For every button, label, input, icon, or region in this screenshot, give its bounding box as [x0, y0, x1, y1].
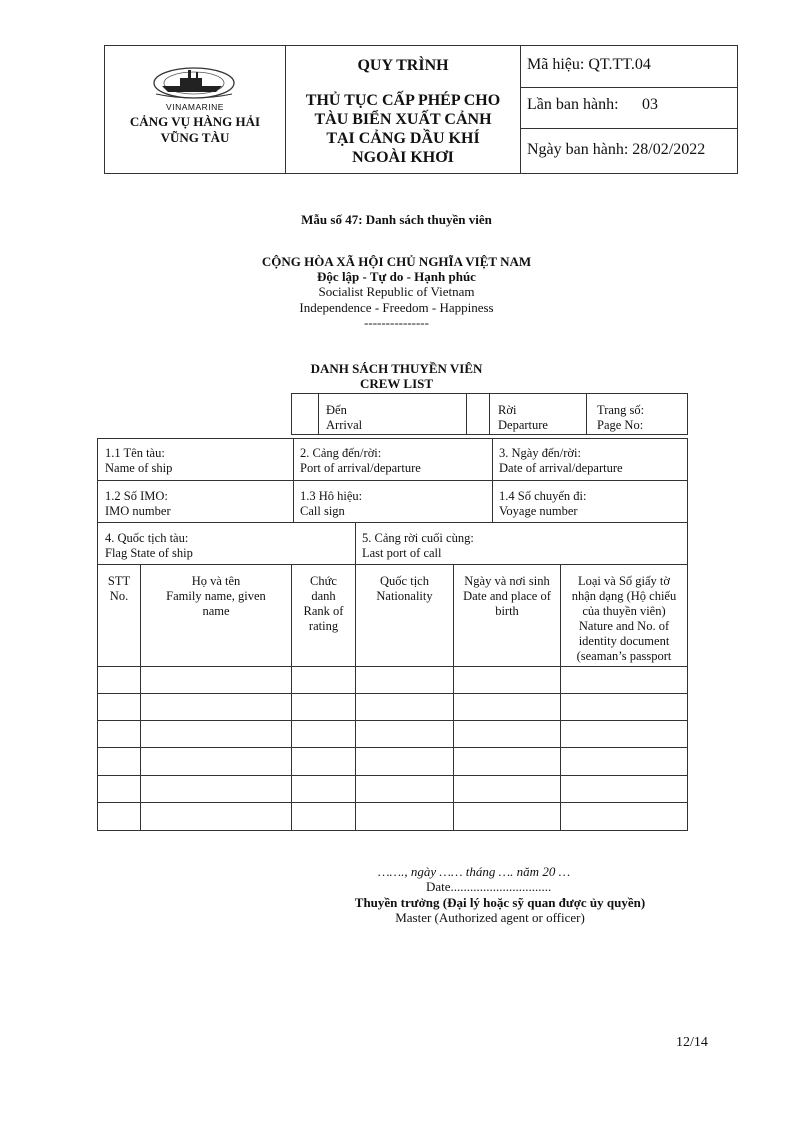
signer-title-en: Master (Authorized agent or officer): [395, 910, 585, 925]
imo-label-vn: 1.2 Số IMO:: [105, 489, 168, 503]
doc-code: Mã hiệu: QT.TT.04: [527, 56, 651, 73]
last-port-label-en: Last port of call: [362, 546, 442, 560]
call-sign-label-vn: 1.3 Hô hiệu:: [300, 489, 363, 503]
departure-label-en: Departure: [498, 418, 548, 432]
flag-state-label-vn: 4. Quốc tịch tàu:: [105, 531, 189, 545]
national-title-en: Socialist Republic of Vietnam: [318, 284, 475, 299]
signer-title-vn: Thuyền trưởng (Đại lý hoặc sỹ quan được ủy quyền): [354, 895, 646, 910]
ship-name-label-vn: 1.1 Tên tàu:: [105, 446, 165, 460]
national-title: CỘNG HÒA XÃ HỘI CHỦ NGHĨA VIỆT NAM: [261, 254, 532, 269]
page-number: 12/14: [676, 1035, 708, 1050]
divider-dashes: ---------------: [364, 315, 429, 330]
national-motto-en: Independence - Freedom - Happiness: [299, 300, 494, 315]
logo-text: VINAMARINE: [166, 102, 224, 112]
departure-label-vn: Rời: [498, 403, 517, 417]
voyage-label-en: Voyage number: [499, 504, 578, 518]
signature-date-vn: ……., ngày …… tháng …. năm 20 …: [378, 864, 571, 879]
ship-name-label-en: Name of ship: [105, 461, 173, 475]
flag-state-label-en: Flag State of ship: [105, 546, 193, 560]
col-header-rank: Chức danh Rank of rating: [303, 574, 344, 633]
arrival-label-vn: Đến: [326, 403, 347, 417]
col-header-birth: Ngày và nơi sinh Date and place of birth: [463, 574, 551, 618]
org-name-line2: VŨNG TÀU: [160, 130, 230, 145]
issue-date: Ngày ban hành: 28/02/2022: [527, 141, 706, 158]
process-title-line4: NGOÀI KHƠI: [352, 149, 454, 166]
page-no-label-vn: Trang số:: [597, 403, 645, 417]
national-motto: Độc lập - Tự do - Hạnh phúc: [317, 269, 476, 284]
page-no-label-en: Page No:: [597, 418, 644, 432]
date-arrival-label-en: Date of arrival/departure: [499, 461, 623, 475]
process-title-line2: TÀU BIỂN XUẤT CẢNH: [314, 111, 492, 128]
issue-label: Lần ban hành:: [527, 96, 619, 113]
crew-list-title-en: CREW LIST: [359, 376, 434, 391]
col-header-nationality: Quốc tịch Nationality: [376, 574, 433, 603]
arrival-label-en: Arrival: [326, 418, 363, 432]
form-title: Mẫu số 47: Danh sách thuyền viên: [301, 212, 492, 227]
issue-value: 03: [642, 96, 658, 113]
voyage-label-vn: 1.4 Số chuyến đi:: [499, 489, 587, 503]
process-title-line1: THỦ TỤC CẤP PHÉP CHO: [305, 92, 501, 109]
imo-label-en: IMO number: [105, 504, 171, 518]
col-header-no: STT No.: [107, 574, 131, 603]
col-header-name: Họ và tên Family name, given name: [166, 574, 266, 618]
signature-date-en: Date...............................: [426, 879, 552, 894]
date-arrival-label-vn: 3. Ngày đến/rời:: [499, 446, 581, 460]
port-label-vn: 2. Cảng đến/rời:: [300, 446, 382, 460]
port-label-en: Port of arrival/departure: [300, 461, 421, 475]
org-name-line1: CẢNG VỤ HÀNG HẢI: [129, 114, 261, 129]
doc-type: QUY TRÌNH: [357, 57, 449, 74]
vinamarine-logo: [150, 66, 238, 102]
call-sign-label-en: Call sign: [300, 504, 345, 518]
crew-list-title-vn: DANH SÁCH THUYỀN VIÊN: [310, 361, 483, 376]
col-header-identity-doc: Loại và Số giấy tờ nhận dạng (Hộ chiếu của thuyền viên) Nature and No. of identity document (seaman’s passport: [571, 574, 677, 663]
process-title-line3: TẠI CẢNG DẦU KHÍ: [326, 130, 480, 147]
last-port-label-vn: 5. Cảng rời cuối cùng:: [362, 531, 474, 545]
